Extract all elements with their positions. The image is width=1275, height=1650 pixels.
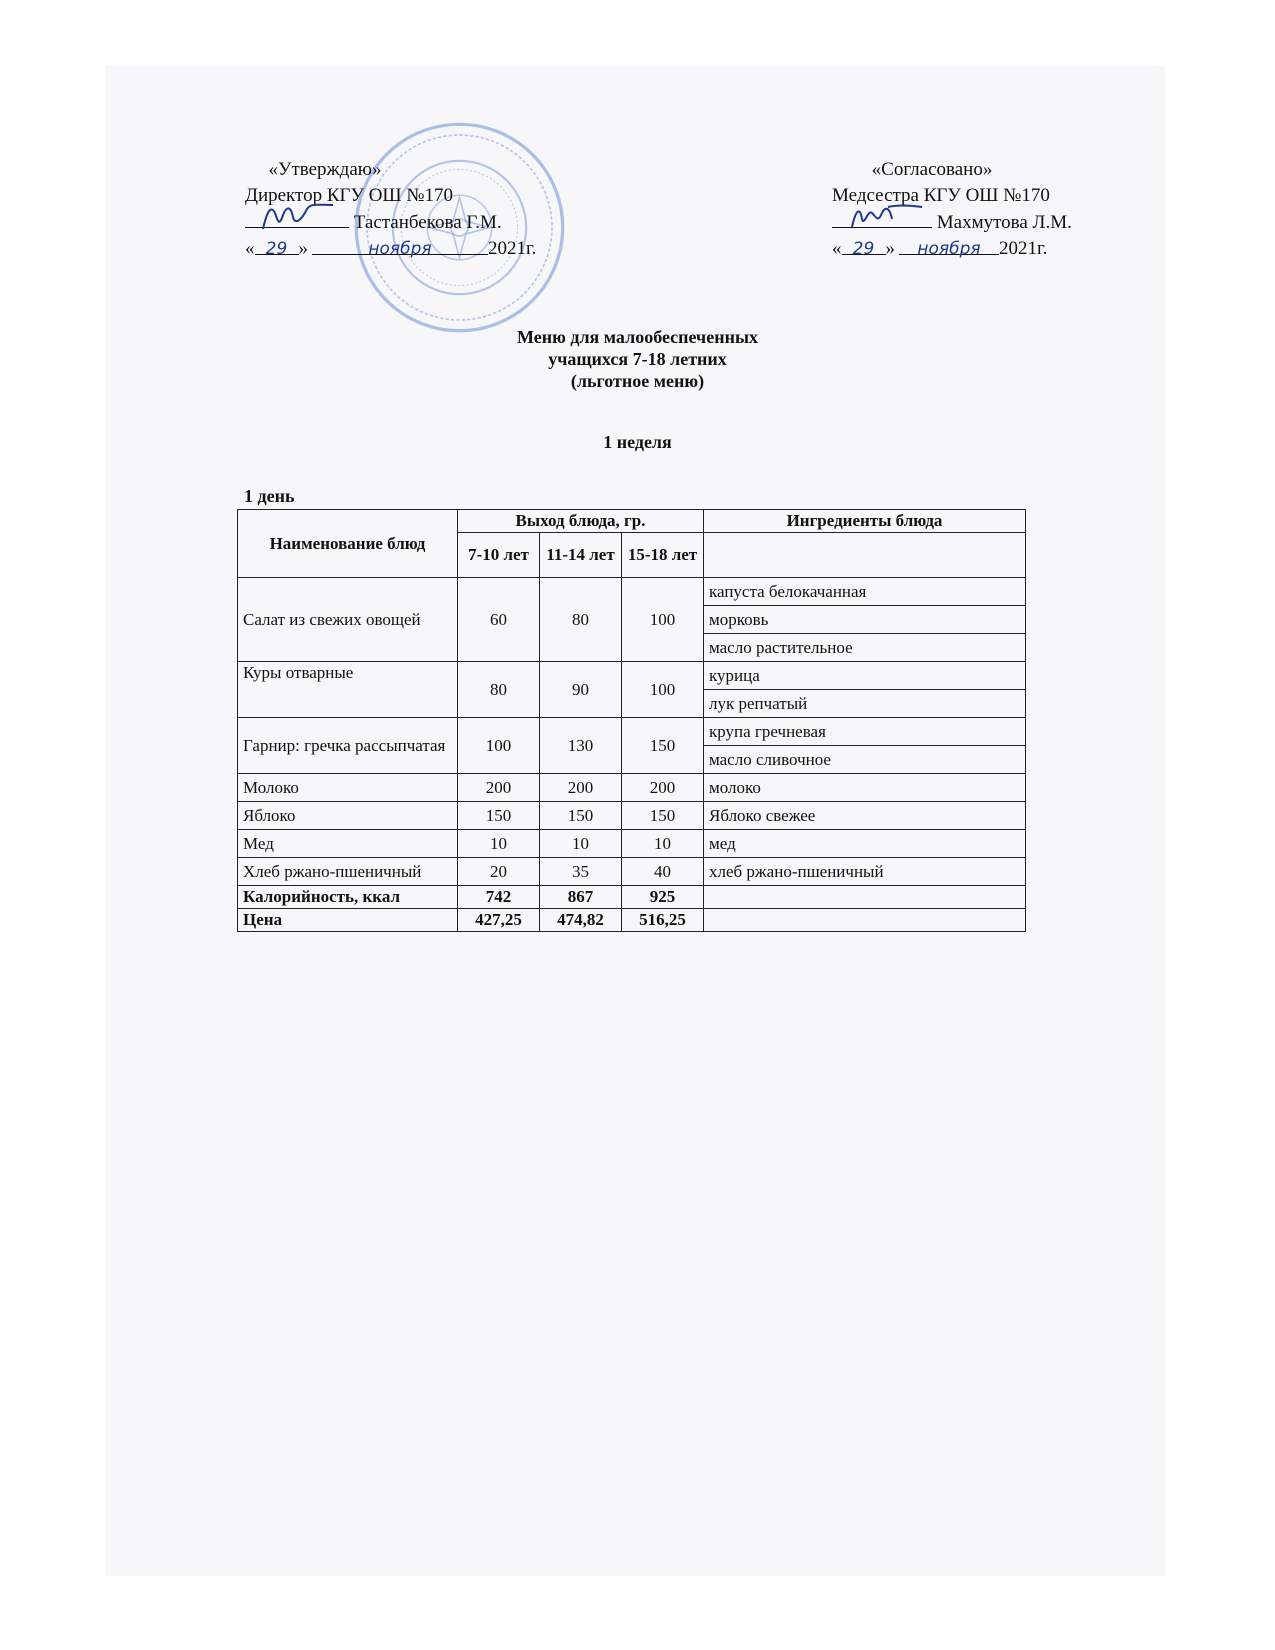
dish-output-value: 90	[540, 662, 622, 718]
dish-output-value: 35	[540, 858, 622, 886]
ingredient-cell: капуста белокачанная	[704, 578, 1026, 606]
price-value: 427,25	[458, 909, 540, 932]
dish-name: Хлеб ржано-пшеничный	[238, 858, 458, 886]
agreement-title: «Согласовано»	[871, 159, 993, 180]
approval-month: ноября	[368, 239, 432, 259]
director-signature	[245, 199, 345, 233]
dish-output-value: 200	[458, 774, 540, 802]
dish-output-value: 200	[540, 774, 622, 802]
age-group-header: 7-10 лет	[458, 533, 540, 578]
dish-output-value: 100	[622, 662, 704, 718]
column-header-name: Наименование блюд	[238, 510, 458, 578]
dish-name: Яблоко	[238, 802, 458, 830]
table-row	[238, 662, 1026, 690]
ingredient-cell: масло сливочное	[704, 746, 1026, 774]
dish-name: Мед	[238, 830, 458, 858]
price-blank	[704, 909, 1026, 932]
dish-output-value: 10	[622, 830, 704, 858]
dish-output-value: 100	[458, 718, 540, 774]
dish-output-value: 150	[458, 802, 540, 830]
table-row	[238, 802, 1026, 830]
dish-output-value: 200	[622, 774, 704, 802]
ingredient-cell: лук репчатый	[704, 690, 1026, 718]
dish-output-value: 100	[622, 578, 704, 662]
column-header-ingredients: Ингредиенты блюда	[704, 510, 1026, 533]
calories-blank	[704, 886, 1026, 909]
price-label: Цена	[238, 909, 458, 932]
ingredient-cell: морковь	[704, 606, 1026, 634]
dish-output-value: 40	[622, 858, 704, 886]
dish-output-value: 150	[622, 802, 704, 830]
nurse-signature	[832, 199, 932, 233]
dish-output-value: 150	[540, 802, 622, 830]
dish-output-value: 150	[622, 718, 704, 774]
dish-output-value: 10	[458, 830, 540, 858]
dish-output-value: 80	[458, 662, 540, 718]
ingredient-cell: мед	[704, 830, 1026, 858]
approval-block	[245, 157, 536, 262]
table-row	[238, 830, 1026, 858]
agreement-block	[832, 157, 1072, 262]
approval-date: « 29 » ноября 2021г.	[245, 238, 537, 259]
calories-value: 925	[622, 886, 704, 909]
week-heading: 1 неделя	[603, 432, 672, 452]
ingredient-cell: молоко	[704, 774, 1026, 802]
ingredients-header-blank	[704, 533, 1026, 578]
price-row	[238, 909, 1026, 932]
table-row	[238, 858, 1026, 886]
signature-line	[245, 209, 349, 228]
dish-output-value: 20	[458, 858, 540, 886]
dish-name: Гарнир: гречка рассыпчатая	[238, 718, 458, 774]
title-line: Меню для малообеспеченных	[516, 327, 758, 347]
table-row	[238, 774, 1026, 802]
age-group-header: 15-18 лет	[622, 533, 704, 578]
table-header-row	[238, 510, 1026, 533]
agreement-date: « 29 » ноября 2021г.	[832, 238, 1048, 259]
approval-year: 2021г.	[488, 238, 537, 259]
dish-output-value: 130	[540, 718, 622, 774]
agreement-year: 2021г.	[999, 238, 1048, 259]
price-value: 516,25	[622, 909, 704, 932]
age-group-header: 11-14 лет	[540, 533, 622, 578]
calories-row	[238, 886, 1026, 909]
approval-title: «Утверждаю»	[268, 159, 382, 180]
title-line: (льготное меню)	[570, 371, 705, 391]
ingredient-cell: крупа гречневая	[704, 718, 1026, 746]
day-heading: 1 день	[244, 486, 295, 506]
dish-name: Куры отварные	[238, 662, 458, 718]
signature-line	[832, 209, 932, 228]
approval-position: Директор КГУ ОШ №170	[245, 185, 453, 206]
ingredient-cell: курица	[704, 662, 1026, 690]
title-line: учащихся 7-18 летних	[548, 349, 727, 369]
document-title	[0, 326, 1275, 392]
dish-name: Молоко	[238, 774, 458, 802]
dish-output-value: 80	[540, 578, 622, 662]
approval-name: Тастанбекова Г.М.	[353, 212, 502, 233]
ingredient-cell: хлеб ржано-пшеничный	[704, 858, 1026, 886]
calories-value: 742	[458, 886, 540, 909]
approval-signature-line	[245, 209, 536, 236]
table-row	[238, 718, 1026, 746]
column-header-output: Выход блюда, гр.	[458, 510, 704, 533]
agreement-signature-line	[832, 209, 1072, 236]
approval-day: 29	[265, 239, 288, 259]
menu-table	[237, 509, 1026, 932]
agreement-month: ноября	[917, 239, 981, 259]
ingredient-cell: Яблоко свежее	[704, 802, 1026, 830]
agreement-day: 29	[852, 239, 875, 259]
calories-value: 867	[540, 886, 622, 909]
ingredient-cell: масло растительное	[704, 634, 1026, 662]
calories-label: Калорийность, ккал	[238, 886, 458, 909]
dish-output-value: 60	[458, 578, 540, 662]
price-value: 474,82	[540, 909, 622, 932]
dish-output-value: 10	[540, 830, 622, 858]
agreement-name: Махмутова Л.М.	[936, 212, 1072, 233]
dish-name: Салат из свежих овощей	[238, 578, 458, 662]
agreement-position: Медсестра КГУ ОШ №170	[832, 185, 1050, 206]
table-row	[238, 578, 1026, 606]
